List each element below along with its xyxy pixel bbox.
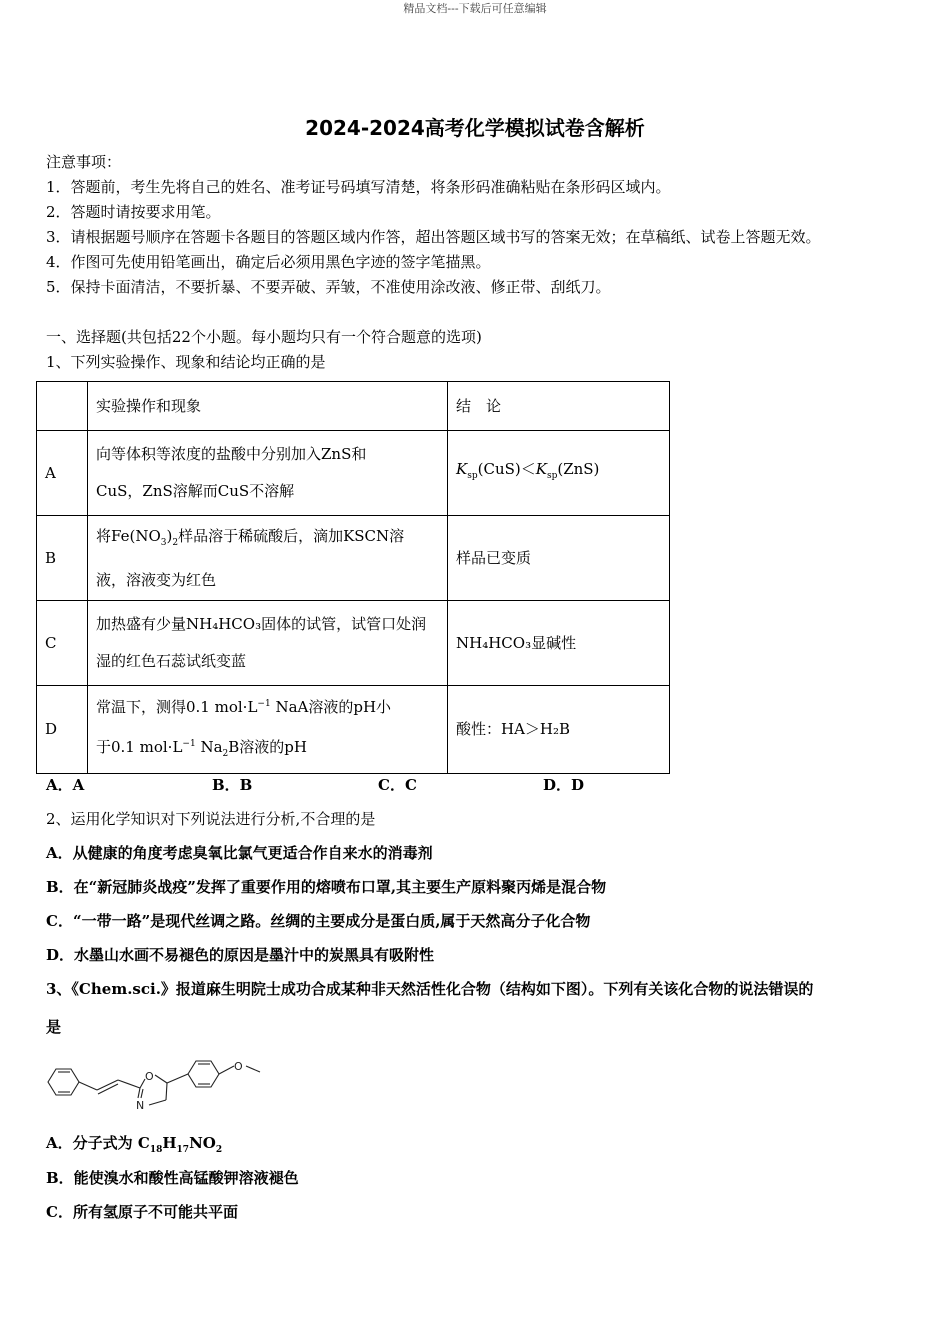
table-row bbox=[37, 516, 670, 601]
notice-item: 3．请根据题号顺序在答题卡各题目的答题区域内作答，超出答题区域书写的答案无效；在草稿纸、试卷上答题无效。 bbox=[46, 228, 821, 246]
row-label: C bbox=[37, 601, 88, 686]
q3-option-c[interactable]: C．所有氢原子不可能共平面 bbox=[46, 1203, 238, 1221]
table-header-operation: 实验操作和现象 bbox=[88, 382, 448, 431]
row-conclusion: 酸性：HA＞H₂B bbox=[448, 686, 670, 774]
q2-option-d[interactable]: D．水墨山水画不易褪色的原因是墨汁中的炭黑具有吸附性 bbox=[46, 946, 435, 964]
q1-stem: 1、下列实验操作、现象和结论均正确的是 bbox=[46, 353, 326, 371]
section-heading: 一、选择题(共包括22个小题。每小题均只有一个符合题意的选项) bbox=[46, 328, 482, 346]
table-row bbox=[37, 431, 670, 516]
q1-option-a[interactable]: A．A bbox=[46, 776, 85, 794]
row-operation bbox=[88, 431, 448, 516]
notice-item: 4．作图可先使用铅笔画出，确定后必须用黑色字迹的签字笔描黑。 bbox=[46, 253, 491, 271]
notice-item: 2．答题时请按要求用笔。 bbox=[46, 203, 221, 221]
q3-option-b[interactable]: B．能使溴水和酸性高锰酸钾溶液褪色 bbox=[46, 1169, 299, 1187]
operation-line: 向等体积等浓度的盐酸中分别加入ZnS和 bbox=[96, 445, 367, 463]
q1-option-c[interactable]: C．C bbox=[378, 776, 417, 794]
notice-item: 5．保持卡面清洁，不要折暴、不要弄破、弄皱，不准使用涂改液、修正带、刮纸刀。 bbox=[46, 278, 611, 296]
notice-item: 1．答题前，考生先将自己的姓名、准考证号码填写清楚，将条形码准确粘贴在条形码区域内。 bbox=[46, 178, 671, 196]
svg-text:O: O bbox=[234, 1060, 243, 1073]
operation-line: 加热盛有少量NH₄HCO₃固体的试管，试管口处润 bbox=[96, 615, 427, 633]
q3-stem: 3、《Chem.sci.》报道麻生明院士成功合成某种非天然活性化合物（结构如下图）。下列有关该化合物的说法错误的 bbox=[46, 980, 814, 998]
operation-line: CuS，ZnS溶解而CuS不溶解 bbox=[96, 482, 295, 500]
q3-stem-cont: 是 bbox=[46, 1018, 62, 1036]
svg-text:N: N bbox=[136, 1099, 145, 1112]
row-operation bbox=[88, 601, 448, 686]
row-label: A bbox=[37, 431, 88, 516]
molecule-structure-image bbox=[42, 1050, 272, 1120]
q3-option-a[interactable]: A．分子式为 $C_{18}H_{17}NO_2$ bbox=[46, 1134, 223, 1155]
table-header-conclusion: 结 论 bbox=[448, 382, 670, 431]
row-label: D bbox=[37, 686, 88, 774]
operation-line: 将$Fe(NO_3)_2$样品溶于稀硫酸后，滴加KSCN溶 bbox=[96, 526, 405, 548]
operation-line: 常温下，测得0.1 $mol\cdot L^{-1}$ NaA溶液的pH小 bbox=[96, 698, 392, 716]
q2-option-c[interactable]: C．“一带一路”是现代丝调之路。丝绸的主要成分是蛋白质,属于天然高分子化合物 bbox=[46, 912, 591, 930]
q1-option-b[interactable]: B．B bbox=[212, 776, 253, 794]
table-row bbox=[37, 601, 670, 686]
row-conclusion: NH₄HCO₃显碱性 bbox=[448, 601, 670, 686]
q2-stem: 2、运用化学知识对下列说法进行分析,不合理的是 bbox=[46, 810, 376, 828]
operation-line: 湿的红色石蕊试纸变蓝 bbox=[96, 652, 247, 670]
q2-option-b[interactable]: B．在“新冠肺炎战疫”发挥了重要作用的熔喷布口罩,其主要生产原料聚丙烯是混合物 bbox=[46, 878, 607, 896]
table-row bbox=[37, 686, 670, 774]
q2-option-a[interactable]: A．从健康的角度考虑臭氧比氯气更适合作自来水的消毒剂 bbox=[46, 844, 433, 862]
q1-option-d[interactable]: D．D bbox=[543, 776, 585, 794]
page-title: 2024-2024高考化学模拟试卷含解析 bbox=[305, 116, 645, 140]
row-label: B bbox=[37, 516, 88, 601]
row-conclusion: $K_{sp}(CuS)<K_{sp}(ZnS)$ bbox=[448, 431, 670, 516]
operation-line: 液，溶液变为红色 bbox=[96, 570, 217, 589]
q1-table bbox=[36, 381, 670, 774]
table-header-blank bbox=[37, 382, 88, 431]
page-header: 精品文档---下载后可任意编辑 bbox=[403, 2, 547, 15]
svg-text:O: O bbox=[145, 1070, 154, 1083]
notice-heading: 注意事项： bbox=[46, 153, 122, 171]
row-operation bbox=[88, 686, 448, 774]
row-operation bbox=[88, 516, 448, 601]
operation-line: 于0.1 $mol\cdot L^{-1}$ $Na_2B$溶液的pH bbox=[96, 738, 307, 759]
row-conclusion: 样品已变质 bbox=[448, 516, 670, 601]
